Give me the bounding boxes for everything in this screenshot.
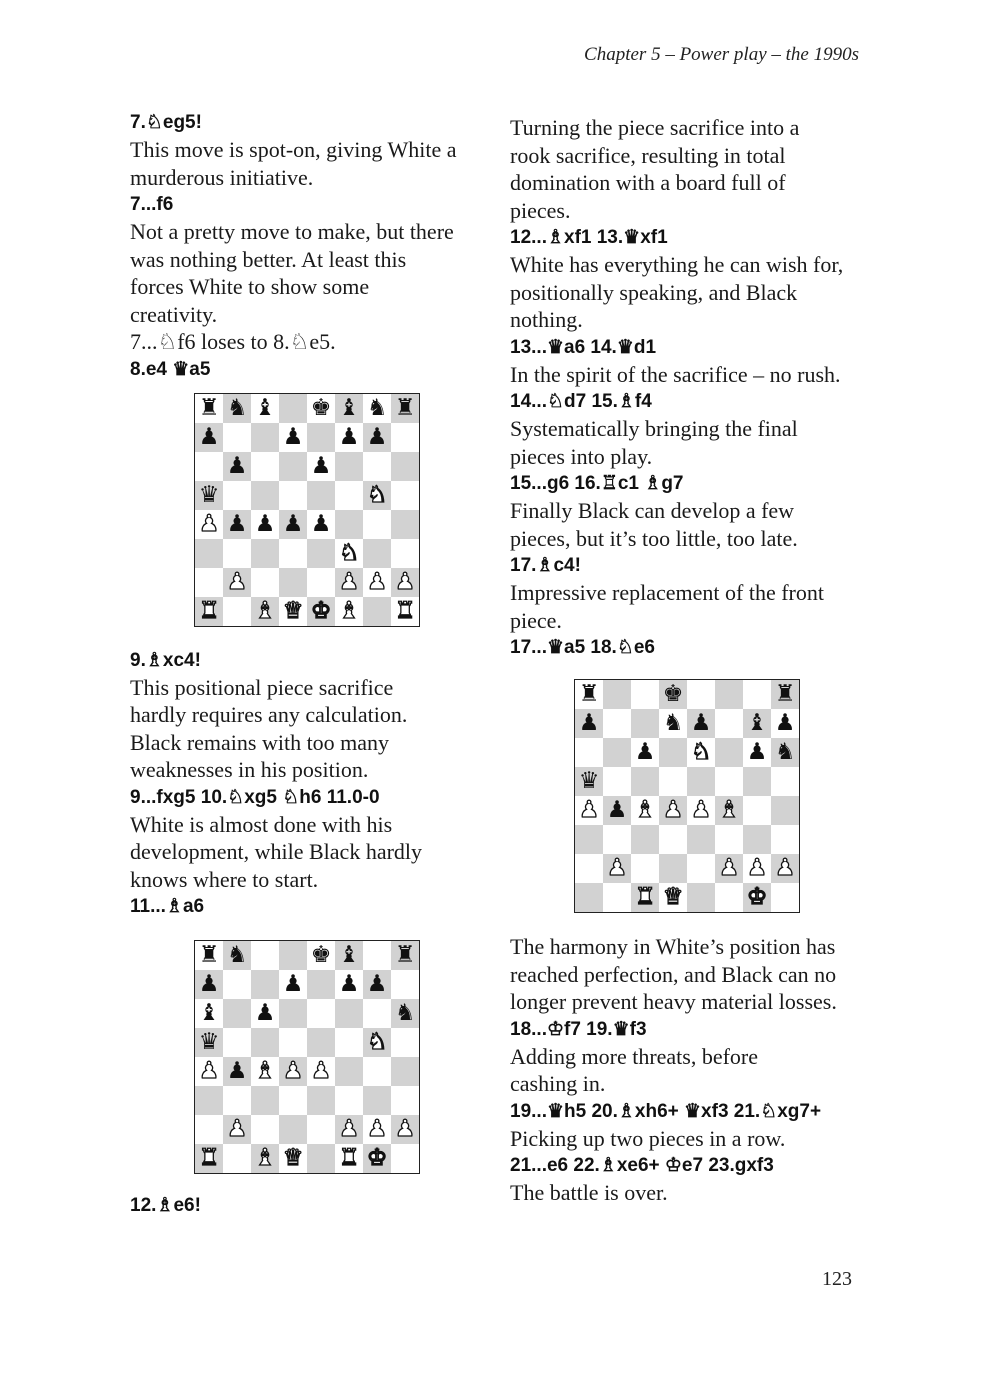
square-d6: [279, 452, 307, 481]
board-rank-4: [195, 1057, 420, 1086]
square-f5: [715, 767, 743, 796]
square-c3: [631, 825, 659, 854]
board-rank-8: [195, 393, 420, 423]
move-notation: 12...♗xf1 13.♛xf1: [510, 227, 668, 248]
square-f8: [715, 680, 743, 710]
square-g6: [363, 999, 391, 1028]
white-rook-icon-a1: ♜: [195, 1144, 224, 1174]
board-rank-4: [195, 510, 420, 539]
black-knight-icon-h6: ♞: [391, 999, 420, 1028]
black-bishop-icon-f8: ♝: [335, 393, 363, 423]
black-pawn-icon-a7: ♟: [195, 423, 224, 452]
black-rook-icon-h8: ♜: [391, 941, 420, 971]
square-b5: [223, 481, 251, 510]
white-bishop-icon-c4: ♝: [631, 796, 659, 825]
black-king-icon-d8: ♚: [659, 680, 687, 710]
black-pawn-icon-a7: ♟: [195, 970, 224, 999]
black-rook-icon-h8: ♜: [391, 393, 420, 423]
white-pawn-icon-h2: ♟: [391, 1115, 420, 1144]
running-head: Chapter 5 – Power play – the 1990s: [584, 44, 859, 65]
black-pawn-icon-b4: ♟: [603, 796, 631, 825]
square-a1: [575, 883, 604, 913]
square-c7: [251, 423, 279, 452]
white-pawn-icon-d4: ♟: [279, 1057, 307, 1086]
square-d5: [279, 1028, 307, 1057]
square-d2: [659, 854, 687, 883]
black-pawn-icon-c6: ♟: [631, 738, 659, 767]
square-h5: [391, 481, 420, 510]
black-knight-icon-h6: ♞: [771, 738, 800, 767]
white-pawn-icon-f2: ♟: [715, 854, 743, 883]
white-rook-icon-h1: ♜: [391, 597, 420, 627]
square-d3: [279, 1086, 307, 1115]
board-rank-2: [195, 568, 420, 597]
square-e1: [307, 1144, 335, 1174]
white-pawn-icon-b2: ♟: [603, 854, 631, 883]
move-notation: 11...♗a6: [130, 896, 205, 917]
square-f4: [335, 1057, 363, 1086]
square-c3: [251, 1086, 279, 1115]
white-pawn-icon-h2: ♟: [771, 854, 800, 883]
black-king-icon-e8: ♚: [307, 941, 335, 971]
black-pawn-icon-f7: ♟: [335, 423, 363, 452]
move-notation: 12.♗e6!: [130, 1195, 201, 1216]
board-rank-7: [195, 423, 420, 452]
white-pawn-icon-f2: ♟: [335, 568, 363, 597]
white-pawn-icon-b2: ♟: [223, 1115, 251, 1144]
square-e1: [687, 883, 715, 913]
square-g3: [363, 1086, 391, 1115]
black-pawn-icon-d7: ♟: [279, 423, 307, 452]
white-rook-icon-f1: ♜: [335, 1144, 363, 1174]
square-c6: [251, 452, 279, 481]
commentary-paragraph: Adding more threats, before cashing in.: [510, 1043, 759, 1096]
black-knight-icon-b8: ♞: [223, 393, 251, 423]
black-pawn-icon-b6: ♟: [223, 452, 251, 481]
black-pawn-icon-e4: ♟: [307, 510, 335, 539]
square-e2: [307, 568, 335, 597]
square-g4: [743, 796, 771, 825]
white-bishop-icon-c1: ♝: [251, 597, 279, 627]
white-pawn-icon-g2: ♟: [743, 854, 771, 883]
black-pawn-icon-b4: ♟: [223, 510, 251, 539]
square-h4: [391, 1057, 420, 1086]
white-rook-icon-a1: ♜: [195, 597, 224, 627]
square-c8: [631, 680, 659, 710]
square-c3: [251, 539, 279, 568]
square-f3: [335, 1086, 363, 1115]
page-number: 123: [822, 1268, 852, 1290]
move-notation: 18...♔f7 19.♛f3: [510, 1018, 647, 1040]
square-b3: [223, 1086, 251, 1115]
square-b7: [223, 423, 251, 452]
commentary-paragraph: This move is spot-on, giving White a murderous initiative.: [130, 137, 457, 190]
square-c2: [251, 568, 279, 597]
square-e6: [307, 999, 335, 1028]
commentary-paragraph: White is almost done with his development, while Black hardly knows where to start.: [130, 811, 423, 892]
white-knight-icon-g5: ♞: [363, 1028, 391, 1057]
white-rook-icon-c1: ♜: [631, 883, 659, 913]
square-e5: [307, 481, 335, 510]
commentary-paragraph: In the spirit of the sacrifice – no rush.: [510, 361, 841, 387]
square-h3: [391, 539, 420, 568]
square-b1: [223, 1144, 251, 1174]
square-f5: [335, 1028, 363, 1057]
diagram-board1: [130, 393, 490, 627]
black-bishop-icon-g7: ♝: [743, 709, 771, 738]
square-f6: [335, 452, 363, 481]
diagram-board3: [510, 679, 880, 913]
white-pawn-icon-g2: ♟: [363, 568, 391, 597]
square-g3: [363, 539, 391, 568]
board-rank-2: [195, 1115, 420, 1144]
white-pawn-icon-g2: ♟: [363, 1115, 391, 1144]
square-f1: [715, 883, 743, 913]
black-rook-icon-a8: ♜: [575, 680, 604, 710]
square-f5: [335, 481, 363, 510]
board-rank-8: [575, 680, 800, 710]
board-rank-4: [575, 796, 800, 825]
board-rank-1: [575, 883, 800, 913]
board-rank-6: [195, 452, 420, 481]
black-bishop-icon-a6: ♝: [195, 999, 224, 1028]
white-queen-icon-d1: ♛: [659, 883, 687, 913]
square-g1: [363, 597, 391, 627]
commentary-paragraph: Impressive replacement of the front piece.: [510, 580, 824, 633]
square-e5: [687, 767, 715, 796]
square-h3: [771, 825, 800, 854]
board-rank-2: [575, 854, 800, 883]
white-bishop-icon-c4: ♝: [251, 1057, 279, 1086]
square-d2: [279, 568, 307, 597]
square-g8: [363, 941, 391, 971]
commentary-paragraph: This positional piece sacrifice hardly requires any calculation. Black remains with too many weaknesses in his position.: [130, 674, 408, 782]
square-h5: [391, 1028, 420, 1057]
chess-diagram: [574, 679, 800, 913]
square-e7: [307, 423, 335, 452]
move-notation: 17.♗c4!: [510, 555, 581, 576]
white-bishop-icon-f4: ♝: [715, 796, 743, 825]
square-e5: [307, 1028, 335, 1057]
board-rank-8: [195, 941, 420, 971]
board-rank-5: [195, 481, 420, 510]
square-d5: [659, 767, 687, 796]
white-pawn-icon-f2: ♟: [335, 1115, 363, 1144]
black-knight-icon-g8: ♞: [363, 393, 391, 423]
square-b8: [603, 680, 631, 710]
square-c2: [251, 1115, 279, 1144]
white-pawn-icon-a4: ♟: [575, 796, 604, 825]
black-knight-icon-d7: ♞: [659, 709, 687, 738]
black-pawn-icon-f7: ♟: [335, 970, 363, 999]
square-g6: [363, 452, 391, 481]
black-pawn-icon-c4: ♟: [251, 510, 279, 539]
square-d6: [279, 999, 307, 1028]
square-h1: [391, 1144, 420, 1174]
black-pawn-icon-a7: ♟: [575, 709, 604, 738]
white-knight-icon-e6: ♞: [687, 738, 715, 767]
square-b6: [603, 738, 631, 767]
white-pawn-icon-a4: ♟: [195, 1057, 224, 1086]
square-b1: [603, 883, 631, 913]
white-knight-icon-f3: ♞: [335, 539, 363, 568]
move-notation: 8.e4 ♛a5: [130, 358, 211, 380]
move-notation: 21...e6 22.♗xe6+ ♔e7 23.gxf3: [510, 1155, 774, 1176]
commentary-paragraph: 7...♘f6 loses to 8.♘e5.: [130, 329, 336, 354]
square-a6: [575, 738, 604, 767]
square-c2: [631, 854, 659, 883]
square-h5: [771, 767, 800, 796]
black-queen-icon-a5: ♛: [195, 481, 224, 510]
left-column: [130, 109, 490, 1219]
board-rank-6: [575, 738, 800, 767]
commentary-paragraph: The battle is over.: [510, 1180, 668, 1205]
square-g5: [743, 767, 771, 796]
square-b1: [223, 597, 251, 627]
commentary-paragraph: Not a pretty move to make, but there was nothing better. At least this forces White to show some creativity.: [130, 219, 454, 327]
square-a2: [575, 854, 604, 883]
black-pawn-icon-g7: ♟: [363, 423, 391, 452]
square-e2: [307, 1115, 335, 1144]
square-h7: [391, 423, 420, 452]
commentary-paragraph: Picking up two pieces in a row.: [510, 1125, 786, 1151]
square-c7: [251, 970, 279, 999]
square-e7: [307, 970, 335, 999]
square-a3: [575, 825, 604, 854]
square-h1: [771, 883, 800, 913]
white-pawn-icon-e4: ♟: [307, 1057, 335, 1086]
square-a2: [195, 1115, 224, 1144]
square-d2: [279, 1115, 307, 1144]
board-rank-5: [575, 767, 800, 796]
square-a3: [195, 539, 224, 568]
move-notation: 19...♛h5 20.♗xh6+ ♛xf3 21.♘xg7+: [510, 1100, 822, 1122]
white-pawn-icon-b2: ♟: [223, 568, 251, 597]
move-notation: 13...♛a6 14.♛d1: [510, 336, 657, 358]
move-notation: 15...g6 16.♖c1 ♗g7: [510, 473, 684, 494]
white-bishop-icon-f1: ♝: [335, 597, 363, 627]
black-pawn-icon-d4: ♟: [279, 510, 307, 539]
black-pawn-icon-g7: ♟: [363, 970, 391, 999]
square-a3: [195, 1086, 224, 1115]
board-rank-3: [195, 539, 420, 568]
black-pawn-icon-c6: ♟: [251, 999, 279, 1028]
square-e8: [687, 680, 715, 710]
move-notation: 9.♗xc4!: [130, 649, 201, 671]
square-g4: [363, 510, 391, 539]
square-d8: [279, 941, 307, 971]
black-rook-icon-a8: ♜: [195, 393, 224, 423]
white-queen-icon-d1: ♛: [279, 1144, 307, 1174]
board-rank-6: [195, 999, 420, 1028]
square-c7: [631, 709, 659, 738]
board-rank-3: [195, 1086, 420, 1115]
square-c8: [251, 941, 279, 971]
square-b3: [223, 539, 251, 568]
square-e3: [307, 539, 335, 568]
square-f6: [715, 738, 743, 767]
square-b5: [223, 1028, 251, 1057]
commentary-paragraph: Systematically bringing the final pieces into play.: [510, 416, 798, 469]
white-pawn-icon-d4: ♟: [659, 796, 687, 825]
commentary-paragraph: Finally Black can develop a few pieces, but it’s too little, too late.: [510, 498, 798, 551]
square-d8: [279, 393, 307, 423]
white-king-icon-g1: ♚: [363, 1144, 391, 1174]
white-pawn-icon-h2: ♟: [391, 568, 420, 597]
square-b7: [603, 709, 631, 738]
square-b5: [603, 767, 631, 796]
move-notation: 14...♘d7 15.♗f4: [510, 391, 652, 412]
square-d5: [279, 481, 307, 510]
square-d3: [279, 539, 307, 568]
black-pawn-icon-g6: ♟: [743, 738, 771, 767]
black-pawn-icon-d7: ♟: [279, 970, 307, 999]
square-e2: [687, 854, 715, 883]
black-king-icon-e8: ♚: [307, 393, 335, 423]
commentary-paragraph: The harmony in White’s position has reached perfection, and Black can no longer prevent heavy material losses.: [510, 934, 837, 1014]
square-h4: [391, 510, 420, 539]
board-rank-3: [575, 825, 800, 854]
square-d6: [659, 738, 687, 767]
move-notation: 7.♘eg5!: [130, 112, 202, 133]
square-h4: [771, 796, 800, 825]
black-pawn-icon-h7: ♟: [771, 709, 800, 738]
square-f7: [715, 709, 743, 738]
square-g3: [743, 825, 771, 854]
board-rank-7: [195, 970, 420, 999]
square-h6: [391, 452, 420, 481]
diagram-board2: [130, 940, 490, 1174]
right-column: [510, 109, 880, 1207]
square-e3: [307, 1086, 335, 1115]
white-bishop-icon-c1: ♝: [251, 1144, 279, 1174]
square-f6: [335, 999, 363, 1028]
commentary-paragraph: Turning the piece sacrifice into a rook sacrifice, resulting in total domination with a board full of pieces.: [510, 115, 800, 223]
square-h7: [391, 970, 420, 999]
board-rank-1: [195, 597, 420, 627]
board-rank-5: [195, 1028, 420, 1057]
chess-diagram: [194, 393, 420, 627]
black-pawn-icon-e7: ♟: [687, 709, 715, 738]
square-c5: [251, 1028, 279, 1057]
black-bishop-icon-f8: ♝: [335, 941, 363, 971]
black-pawn-icon-e6: ♟: [307, 452, 335, 481]
square-b3: [603, 825, 631, 854]
square-a6: [195, 452, 224, 481]
black-pawn-icon-b4: ♟: [223, 1057, 251, 1086]
square-e3: [687, 825, 715, 854]
white-knight-icon-g5: ♞: [363, 481, 391, 510]
square-f4: [335, 510, 363, 539]
square-g4: [363, 1057, 391, 1086]
square-d3: [659, 825, 687, 854]
square-c5: [631, 767, 659, 796]
black-queen-icon-a5: ♛: [195, 1028, 224, 1057]
square-a2: [195, 568, 224, 597]
white-pawn-icon-a4: ♟: [195, 510, 224, 539]
move-notation: 7...f6: [130, 194, 174, 215]
square-c5: [251, 481, 279, 510]
move-notation: 9...fxg5 10.♘xg5 ♘h6 11.0-0: [130, 786, 380, 808]
board-rank-1: [195, 1144, 420, 1174]
square-h3: [391, 1086, 420, 1115]
square-b7: [223, 970, 251, 999]
black-queen-icon-a5: ♛: [575, 767, 604, 796]
square-b6: [223, 999, 251, 1028]
black-knight-icon-b8: ♞: [223, 941, 251, 971]
white-king-icon-g1: ♚: [743, 883, 771, 913]
move-notation: 17...♛a5 18.♘e6: [510, 637, 655, 658]
black-rook-icon-a8: ♜: [195, 941, 224, 971]
square-g8: [743, 680, 771, 710]
square-f3: [715, 825, 743, 854]
black-bishop-icon-c8: ♝: [251, 393, 279, 423]
board-rank-7: [575, 709, 800, 738]
commentary-paragraph: White has everything he can wish for, positionally speaking, and Black nothing.: [510, 252, 844, 332]
white-pawn-icon-e4: ♟: [687, 796, 715, 825]
black-rook-icon-h8: ♜: [771, 680, 800, 710]
chess-diagram: [194, 940, 420, 1174]
white-king-icon-e1: ♚: [307, 597, 335, 627]
white-queen-icon-d1: ♛: [279, 597, 307, 627]
